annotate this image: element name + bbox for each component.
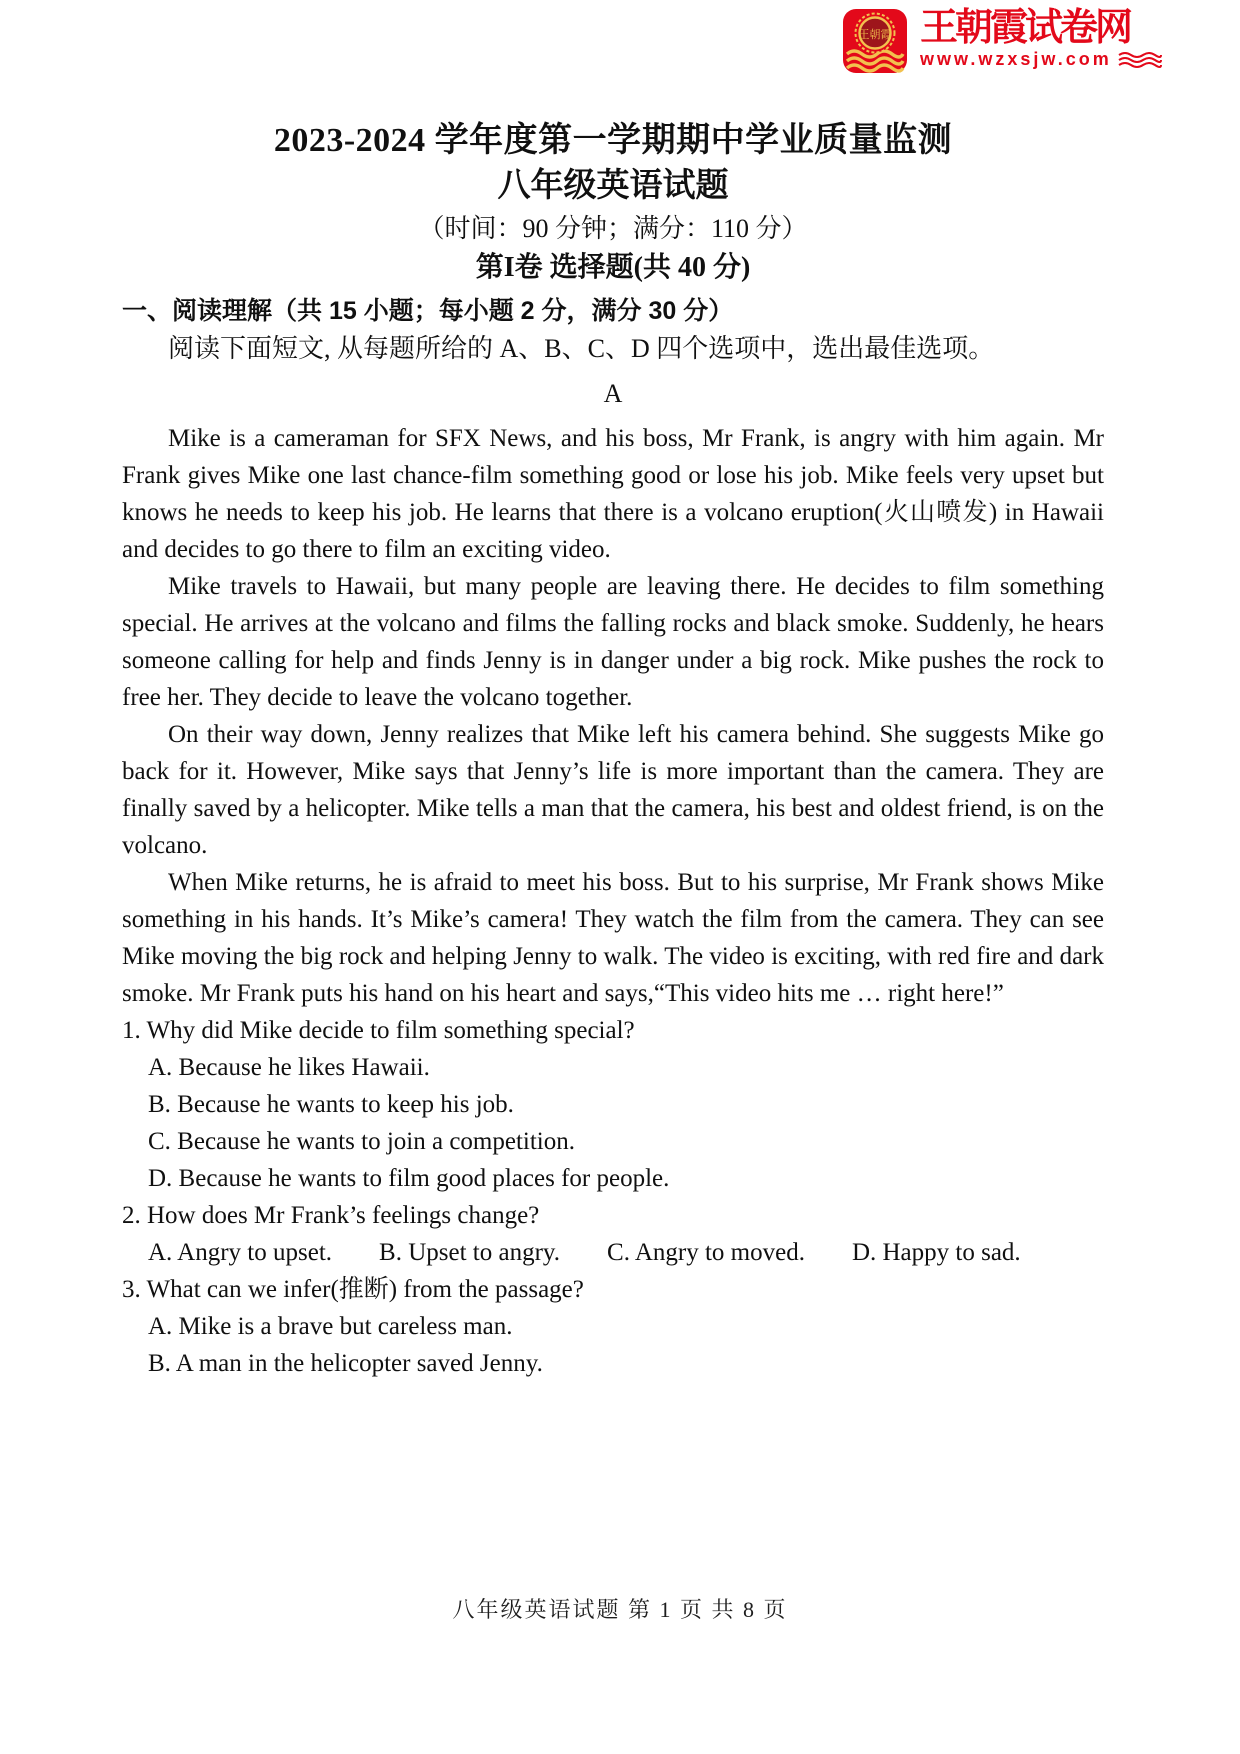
question-1-option-d: D. Because he wants to film good places for people. (148, 1165, 670, 1192)
question-1-option-b: B. Because he wants to keep his job. (148, 1091, 514, 1118)
svg-text:王朝霞: 王朝霞 (858, 29, 892, 41)
question-2-option-b: B. Upset to angry. (379, 1239, 561, 1266)
question-1-option-c: C. Because he wants to join a competition. (148, 1128, 575, 1155)
question-2-option-d: D. Happy to sad. (851, 1239, 1021, 1266)
brand-website: www.wzxsjw.com (920, 49, 1112, 69)
page-footer: 八年级英语试题 第 1 页 共 8 页 (452, 1597, 788, 1622)
section-heading-reading: 一、阅读理解（共 15 小题；每小题 2 分，满分 30 分） (122, 297, 734, 325)
exam-subtitle: 八年级英语试题 (497, 168, 729, 204)
passage-paragraph-4: When Mike returns, he is afraid to meet his boss. But to his surprise, Mr Frank shows Mike something in his hands. It’s Mike’s camera! They watch the film from the camera. They can see Mike moving the big rock and helping Jenny to walk. The video is exciting, with red fire and dark smoke. Mr Frank puts his hand on his heart and says,“This video hits me … right here!” (122, 869, 1104, 1007)
brand-name: 王朝霞试卷网 (920, 7, 1131, 49)
question-3 (122, 1271, 1104, 1382)
question-2-option-a: A. Angry to upset. (148, 1239, 333, 1266)
question-3-option-b: B. A man in the helicopter saved Jenny. (148, 1350, 543, 1377)
question-1 (122, 1012, 1104, 1197)
wave-lines-icon (1117, 50, 1163, 70)
passage-paragraph-3: On their way down, Jenny realizes that Mike left his camera behind. She suggests Mike go back for it. However, Mike says that Jenny’s life is more important than the camera. They are finally saved by a helicopter. Mike tells a man that the camera, his best and oldest friend, is on the volcano. (122, 721, 1104, 859)
question-3-text: 3. What can we infer(推断) from the passage? (122, 1276, 584, 1303)
question-2-option-c: C. Angry to moved. (607, 1239, 805, 1266)
question-2 (122, 1197, 1104, 1271)
passage-paragraph-1: Mike is a cameraman for SFX News, and his boss, Mr Frank, is angry with him again. Mr Frank gives Mike one last chance-film something good or lose his job. Mike feels very upset but knows he needs to keep his job. He learns that there is a volcano eruption(火山喷发) in Hawaii and decides to go there to film an exciting video. (122, 425, 1104, 563)
question-2-options-row (122, 1234, 1104, 1271)
question-1-option-a: A. Because he likes Hawaii. (148, 1054, 430, 1081)
brand-text-block (920, 8, 1163, 70)
part-one-title: 第I卷 选择题(共 40 分) (475, 252, 751, 283)
exam-title: 2023-2024 学年度第一学期期中学业质量监测 (273, 122, 953, 159)
question-1-text: 1. Why did Mike decide to film something special? (122, 1017, 635, 1044)
exam-content (122, 118, 1104, 1382)
question-3-option-a: A. Mike is a brave but careless man. (148, 1313, 513, 1340)
brand-seal-icon (843, 8, 907, 74)
exam-time-score: （时间：90 分钟；满分：110 分） (418, 214, 808, 243)
section-instruction: 阅读下面短文, 从每题所给的 A、B、C、D 四个选项中，选出最佳选项。 (168, 334, 995, 363)
passage-paragraph-2: Mike travels to Hawaii, but many people are leaving there. He decides to film something special. He arrives at the volcano and films the falling rocks and black smoke. Suddenly, he hears someone calling for help and finds Jenny is in danger under a big rock. Mike pushes the rock to free her. They decide to leave the volcano together. (122, 573, 1104, 711)
question-2-text: 2. How does Mr Frank’s feelings change? (122, 1202, 540, 1229)
passage-label-a: A (603, 379, 623, 408)
brand-logo (843, 8, 1163, 74)
